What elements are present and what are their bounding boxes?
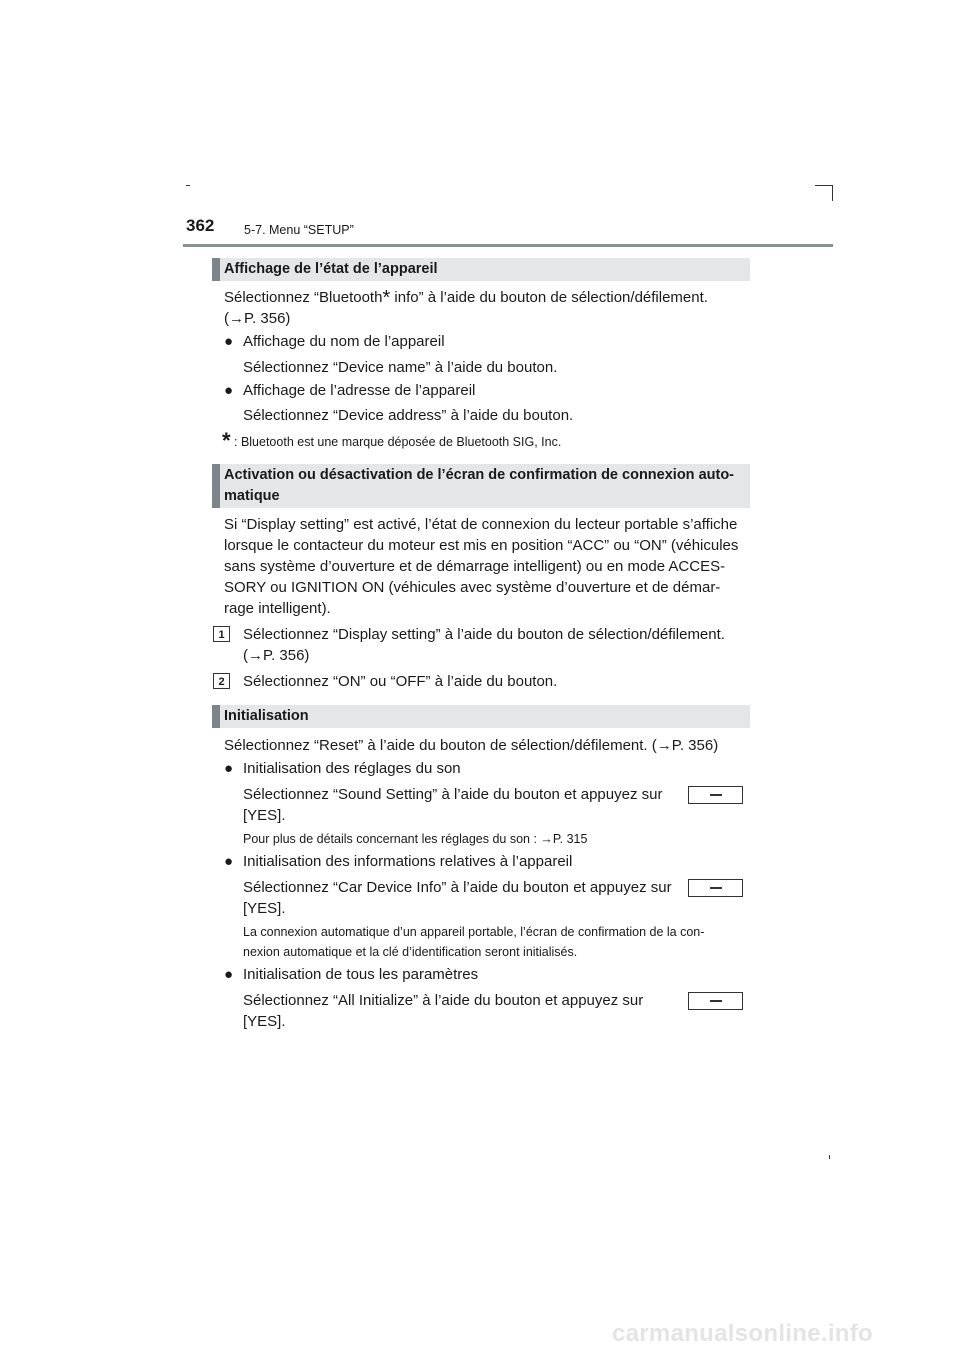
button-graphic [688,992,743,1010]
bullet-icon: ● [224,853,234,870]
reset-intro: Sélectionnez “Reset” à l’aide du bouton de sélection/défilement. (→P. 356) [224,737,719,754]
bullet-text: Sélectionnez “Device address” à l’aide du bouton. [243,407,574,424]
bullet-text: Sélectionnez “All Initialize” à l’aide du bouton et appuyez sur [243,992,644,1009]
crop-mark [829,1155,830,1159]
paragraph-line: SORY ou IGNITION ON (véhicules avec système d’ouverture et de démar- [224,579,721,596]
bullet-icon: ● [224,333,234,350]
intro-pre: Sélectionnez “Bluetooth [224,289,383,306]
bullet-text: [YES]. [243,1013,286,1030]
section-heading-auto-connection [212,464,750,508]
button-graphic-mark [710,794,722,796]
heading-text: Activation ou désactivation de l’écran de confirmation de connexion auto- [224,467,734,483]
note-text: nexion automatique et la clé d’identification seront initialisés. [243,945,578,959]
intro-line [224,287,743,308]
heading-text: matique [224,488,280,504]
step-text: Sélectionnez “Display setting” à l’aide du bouton de sélection/défilement. [243,626,725,643]
section-label: 5-7. Menu “SETUP” [244,223,354,237]
bullet-title: Initialisation des informations relatives à l’appareil [243,853,573,870]
auto-connection-paragraph [224,514,744,619]
note-text: Pour plus de détails concernant les réglages du son : →P. 315 [243,832,588,846]
footnote: : Bluetooth est une marque déposée de Bluetooth SIG, Inc. [234,435,562,449]
heading-text: Affichage de l’état de l’appareil [224,261,438,277]
paragraph-line: rage intelligent). [224,600,331,617]
header-rule [183,244,833,247]
heading-text: Initialisation [224,708,309,724]
bullet-text: Sélectionnez “Device name” à l’aide du bouton. [243,359,558,376]
step-text: Sélectionnez “ON” ou “OFF” à l’aide du bouton. [243,673,558,690]
button-graphic [688,879,743,897]
paragraph-line: sans système d’ouverture et de démarrage intelligent) ou en mode ACCES- [224,558,726,575]
bullet-text: [YES]. [243,807,286,824]
crop-mark [832,185,833,201]
note-text: La connexion automatique d’un appareil portable, l’écran de confirmation de la con- [243,925,705,939]
button-graphic [688,786,743,804]
crop-mark [186,185,190,186]
footnote-asterisk: * [222,428,231,453]
bullet-icon: ● [224,966,234,983]
bullet-title: Initialisation des réglages du son [243,760,461,777]
section-heading-device-status [212,258,750,281]
bullet-title: Affichage du nom de l’appareil [243,333,445,350]
paragraph-line: Si “Display setting” est activé, l’état de connexion du lecteur portable s’affiche [224,516,738,533]
bullet-text: Sélectionnez “Sound Setting” à l’aide du bouton et appuyez sur [243,786,663,803]
watermark: carmanualsonline.info [612,1320,874,1347]
bullet-text: [YES]. [243,900,286,917]
crop-mark [815,185,833,186]
page-number: 362 [186,216,215,235]
bullet-title: Affichage de l’adresse de l’appareil [243,382,476,399]
step-number-badge: 1 [213,626,230,642]
bullet-title: Initialisation de tous les paramètres [243,966,479,983]
step-ref: (→P. 356) [243,647,310,664]
intro-text [224,287,708,308]
intro-paragraph [224,287,743,329]
paragraph-line: lorsque le contacteur du moteur est mis en position “ACC” ou “ON” (véhicules [224,537,739,554]
step-number-badge: 2 [213,673,230,689]
section-heading-initialisation [212,705,750,728]
bullet-text: Sélectionnez “Car Device Info” à l’aide du bouton et appuyez sur [243,879,672,896]
bullet-icon: ● [224,760,234,777]
intro-post: info” à l’aide du bouton de sélection/défilement. [390,289,708,306]
button-graphic-mark [710,1000,722,1002]
bullet-icon: ● [224,382,234,399]
intro-ref: (→P. 356) [224,310,291,327]
asterisk: * [382,287,391,309]
button-graphic-mark [710,887,722,889]
